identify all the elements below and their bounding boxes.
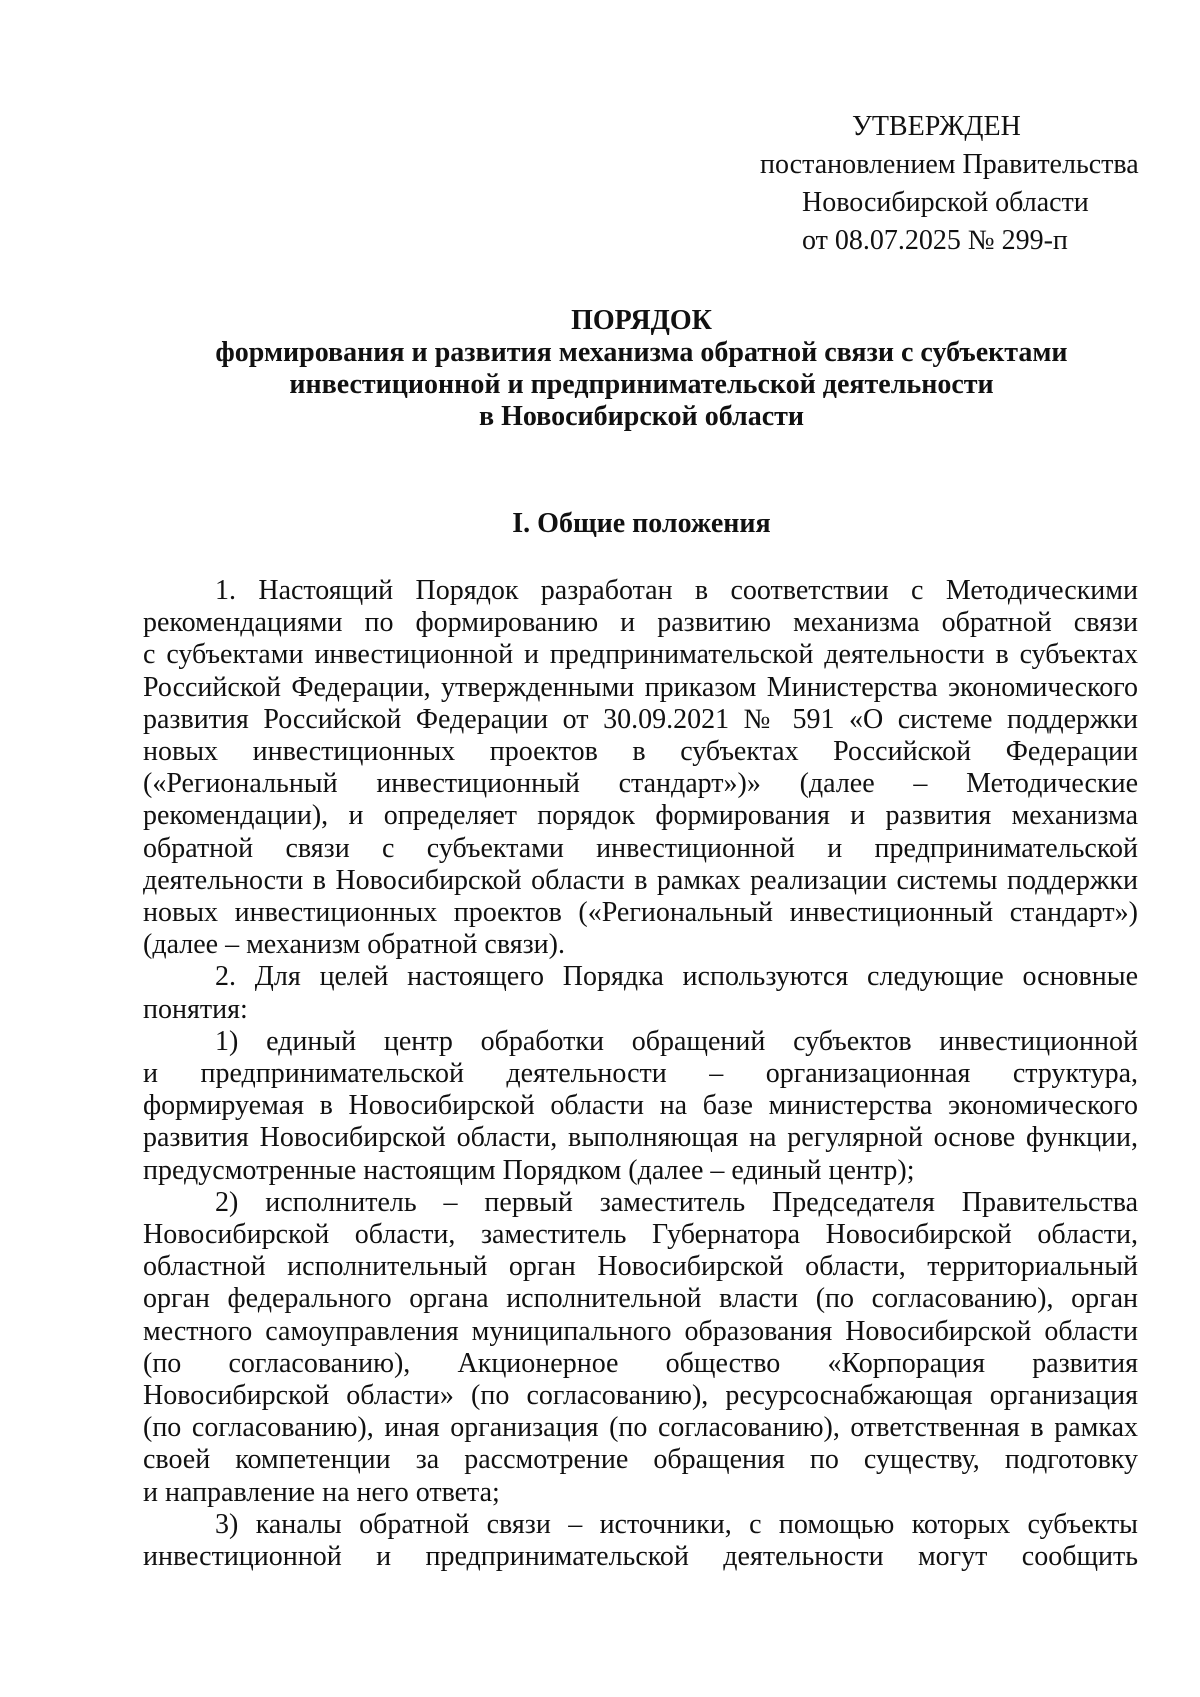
paragraph-line: обратной связи с субъектами инвестиционной и предпринимательской (143, 832, 1138, 864)
approval-date-number: от 08.07.2025 № 299-п (802, 225, 1068, 256)
paragraph-line: формируемая в Новосибирской области на базе министерства экономического (143, 1090, 1138, 1122)
paragraph-line: 1. Настоящий Порядок разработан в соответствии с Методическими (215, 575, 1138, 606)
paragraph-line: новых инвестиционных проектов («Региональный инвестиционный стандарт») (143, 897, 1138, 929)
paragraph-line: новых инвестиционных проектов в субъектах Российской Федерации (143, 736, 1138, 768)
paragraph (143, 1509, 1138, 1573)
paragraph-line: предусмотренные настоящим Порядком (далее – единый центр); (143, 1154, 915, 1186)
paragraph (143, 961, 1138, 1025)
paragraph-line: (по согласованию), Акционерное общество «Корпорация развития (143, 1347, 1138, 1379)
paragraph-line: 1) единый центр обработки обращений субъектов инвестиционной (215, 1025, 1138, 1057)
paragraph-line: («Региональный инвестиционный стандарт»)» (далее – Методические (143, 768, 1138, 800)
approval-resolution: постановлением Правительства (760, 149, 1139, 180)
document-body (143, 575, 1138, 1573)
paragraph-line: и предпринимательской деятельности – организационная структура, (143, 1058, 1138, 1090)
paragraph-line: 2) исполнитель – первый заместитель Председателя Правительства (215, 1186, 1138, 1218)
paragraph (143, 1187, 1138, 1509)
paragraph-line: инвестиционной и предпринимательской деятельности могут сообщить (143, 1541, 1138, 1573)
title-line-2: формирования и развития механизма обратной связи с субъектами (215, 337, 1068, 368)
paragraph (143, 1026, 1138, 1187)
paragraph-line: областной исполнительный орган Новосибирской области, территориальный (143, 1251, 1138, 1283)
paragraph-line: понятия: (143, 993, 248, 1025)
paragraph-line: деятельности в Новосибирской области в рамках реализации системы поддержки (143, 864, 1138, 896)
paragraph-line: орган федерального органа исполнительной власти (по согласованию), орган (143, 1283, 1138, 1315)
approval-stamp (760, 108, 1139, 260)
section-heading: I. Общие положения (512, 508, 771, 539)
approval-region: Новосибирской области (802, 187, 1089, 218)
paragraph-line: 2. Для целей настоящего Порядка используются следующие основные (215, 961, 1138, 993)
paragraph (143, 575, 1138, 961)
paragraph-line: местного самоуправления муниципального образования Новосибирской области (143, 1315, 1138, 1347)
approval-title: УТВЕРЖДЕН (852, 111, 1021, 142)
paragraph-line: Новосибирской области» (по согласованию), ресурсоснабжающая организация (143, 1380, 1138, 1412)
title-line-3: инвестиционной и предпринимательской деятельности (289, 369, 994, 400)
title-line-1: ПОРЯДОК (571, 305, 712, 336)
paragraph-line: развития Российской Федерации от 30.09.2021 № 591 «О системе поддержки (143, 703, 1138, 735)
paragraph-line: (по согласованию), иная организация (по согласованию), ответственная в рамках (143, 1412, 1138, 1444)
paragraph-line: Российской Федерации, утвержденными приказом Министерства экономического (143, 671, 1138, 703)
paragraph-line: развития Новосибирской области, выполняющая на регулярной основе функции, (143, 1122, 1138, 1154)
paragraph-line: и направление на него ответа; (143, 1476, 500, 1508)
paragraph-line: 3) каналы обратной связи – источники, с помощью которых субъекты (215, 1508, 1138, 1540)
title-line-4: в Новосибирской области (478, 401, 805, 432)
paragraph-line: (далее – механизм обратной связи). (143, 929, 565, 961)
document-title (145, 305, 1138, 433)
paragraph-line: с субъектами инвестиционной и предпринимательской деятельности в субъектах (143, 639, 1138, 671)
paragraph-line: Новосибирской области, заместитель Губернатора Новосибирской области, (143, 1219, 1138, 1251)
paragraph-line: рекомендациями по формированию и развитию механизма обратной связи (143, 607, 1138, 639)
paragraph-line: своей компетенции за рассмотрение обращения по существу, подготовку (143, 1444, 1138, 1476)
paragraph-line: рекомендации), и определяет порядок формирования и развития механизма (143, 800, 1138, 832)
